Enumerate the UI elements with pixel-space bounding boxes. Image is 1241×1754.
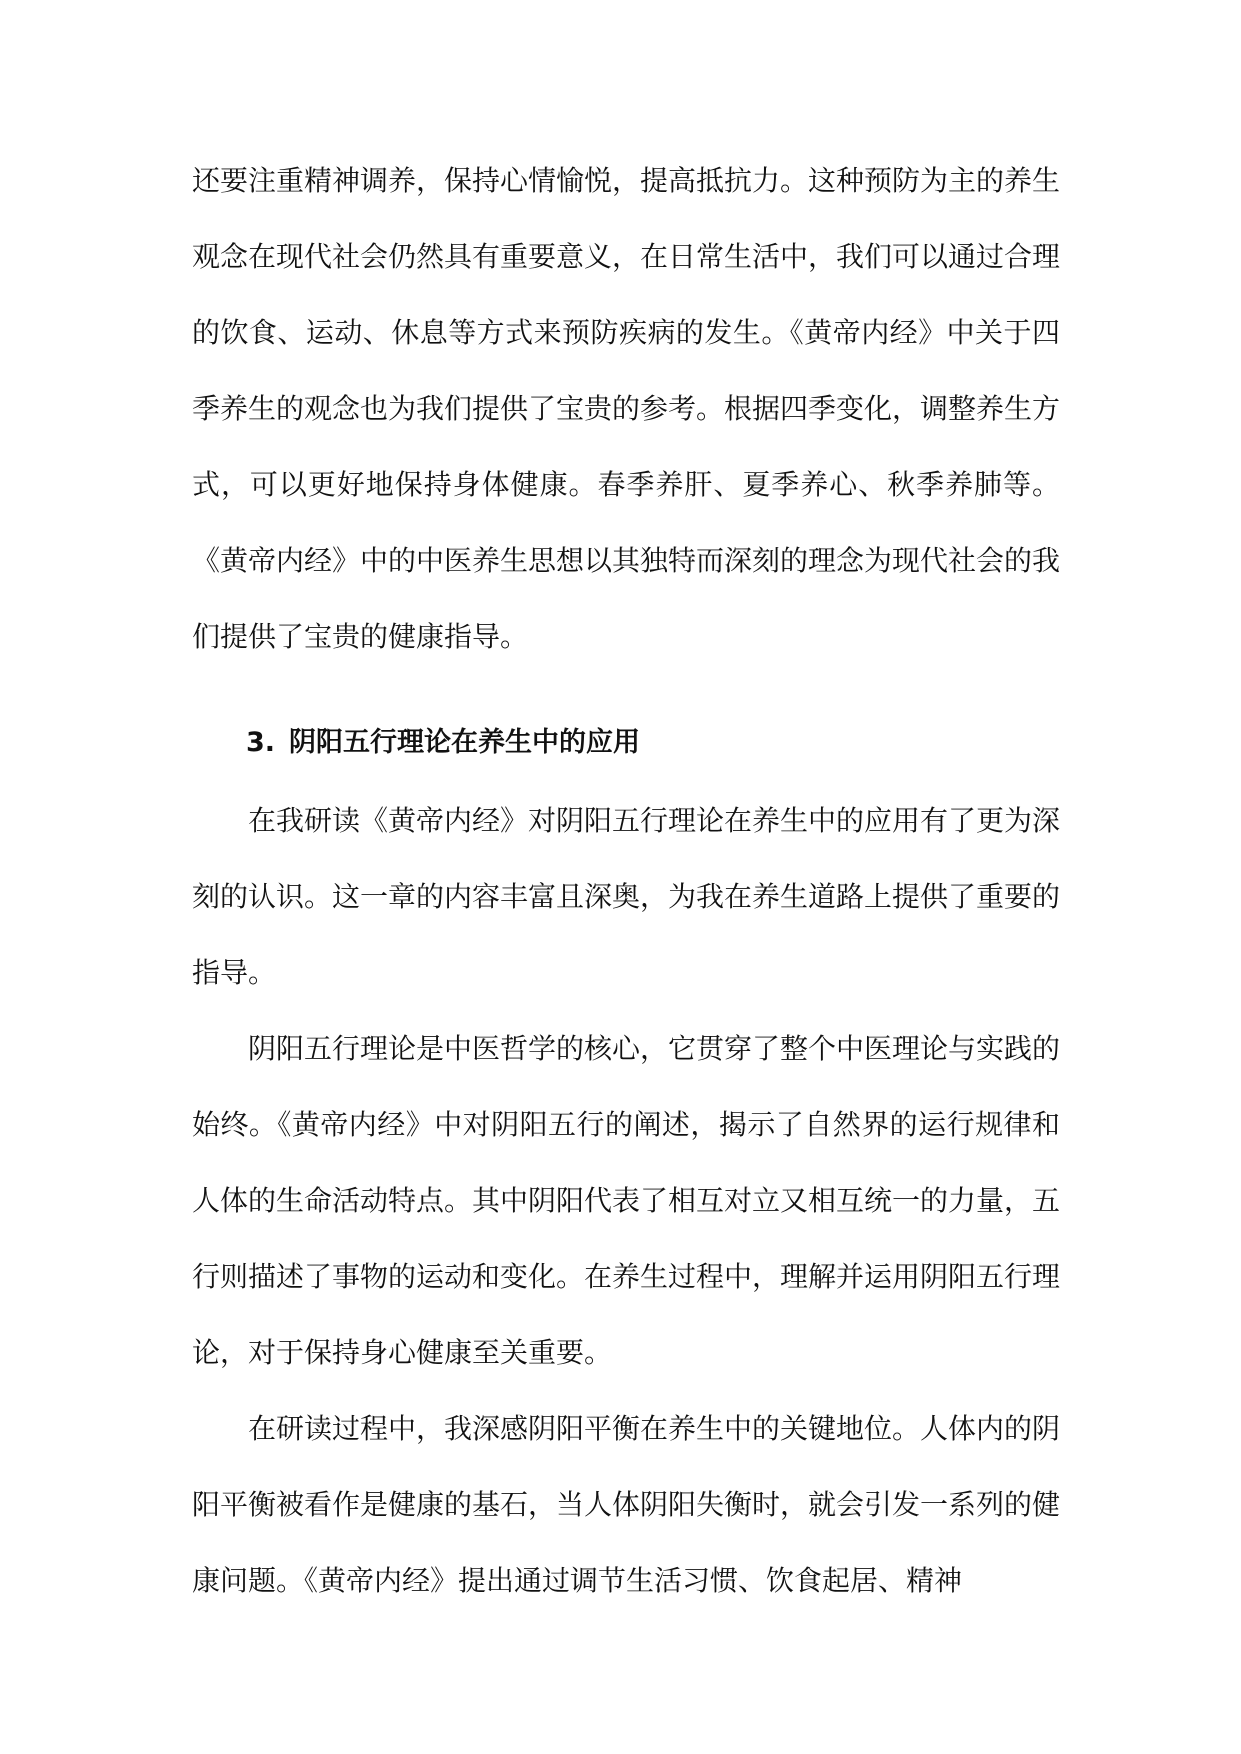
section-heading <box>192 703 1060 783</box>
body-paragraph: 在研读过程中，我深感阴阳平衡在养生中的关键地位。人体内的阴阳平衡被看作是健康的基石，当人体阴阳失衡时，就会引发一系列的健康问题。《黄帝内经》提出通过调节生活习惯、饮食起居、精神 <box>192 1412 1061 1597</box>
continued-paragraph: 还要注重精神调养，保持心情愉悦，提高抵抗力。这种预防为主的养生观念在现代社会仍然具有重要意义，在日常生活中，我们可以通过合理的饮食、运动、休息等方式来预防疾病的发生。《黄帝内经》中关于四季养生的观念也为我们提供了宝贵的参考。根据四季变化，调整养生方式，可以更好地保持身体健康。春季养肝、夏季养心、秋季养肺等。《黄帝内经》中的中医养生思想以其独特而深刻的理念为现代社会的我们提供了宝贵的健康指导。 <box>192 164 1061 653</box>
section-number: 3. <box>246 727 276 758</box>
body-paragraph: 阴阳五行理论是中医哲学的核心，它贯穿了整个中医理论与实践的始终。《黄帝内经》中对阴阳五行的阐述，揭示了自然界的运行规律和人体的生命活动特点。其中阴阳代表了相互对立又相互统一的力量，五行则描述了事物的运动和变化。在养生过程中，理解并运用阴阳五行理论，对于保持身心健康至关重要。 <box>192 1032 1061 1369</box>
document-body <box>192 143 1060 1619</box>
body-paragraph: 在我研读《黄帝内经》对阴阳五行理论在养生中的应用有了更为深刻的认识。这一章的内容丰富且深奥，为我在养生道路上提供了重要的指导。 <box>192 804 1061 989</box>
section-title: 阴阳五行理论在养生中的应用 <box>289 727 641 758</box>
